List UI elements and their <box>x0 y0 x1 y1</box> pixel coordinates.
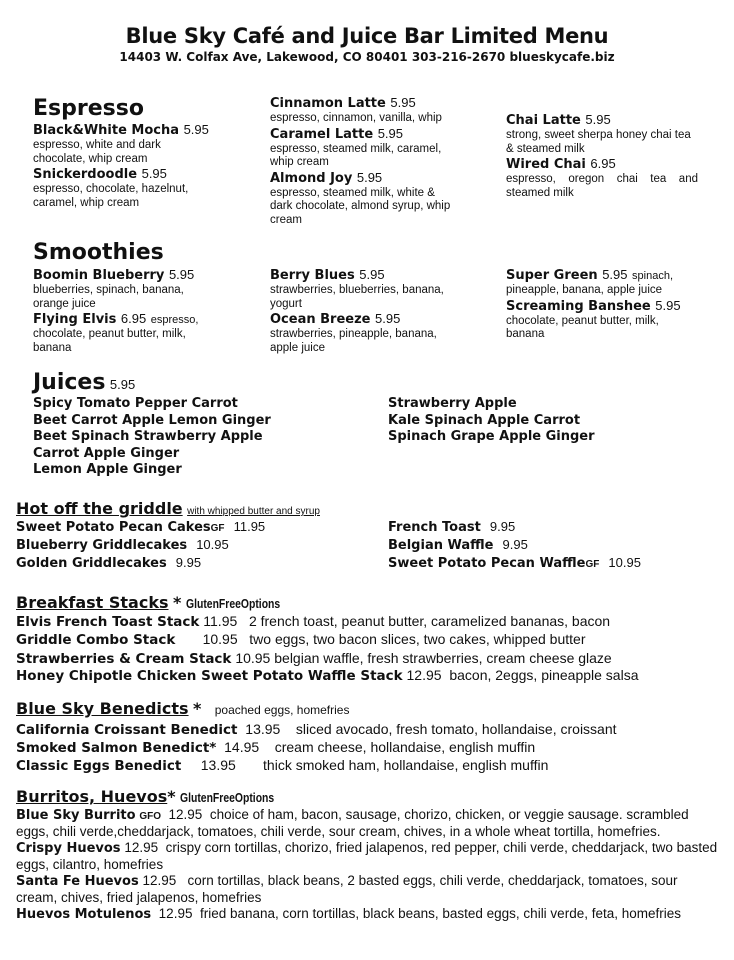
item-name: Snickerdoodle <box>33 167 138 182</box>
item-desc: two eggs, two bacon slices, two cakes, whipped butter <box>249 631 586 647</box>
stacks-star: * <box>172 593 182 612</box>
item-desc: espresso, steamed milk, white & dark chocolate, almond syrup, whip cream <box>270 186 451 226</box>
item-price: 6.95 <box>120 311 147 326</box>
item-price: 5.95 <box>602 267 628 282</box>
juice-item: Lemon Apple Ginger <box>33 462 182 477</box>
item-desc: choice of ham, bacon, sausage, chorizo, chicken, or veggie sausage. scrambled eggs, chili verde,cheddarjack, tomatoes, chili verde, sour cream, chives, in a whole wheat tortilla, homefries. <box>16 807 689 839</box>
item-name: Flying Elvis <box>33 312 117 327</box>
item-name: Classic Eggs Benedict <box>16 758 182 774</box>
address-line: 14403 W. Colfax Ave, Lakewood, CO 80401 303-216-2670 blueskycafe.biz <box>119 50 615 64</box>
item-price: 11.95 <box>233 519 266 534</box>
item-price: 5.95 <box>356 169 383 185</box>
smoothies-col2 <box>270 267 495 355</box>
item-price: 5.95 <box>141 166 167 181</box>
griddle-right <box>388 519 641 573</box>
item-desc: strawberries, blueberries, banana, yogurt <box>270 284 444 310</box>
griddle-left <box>16 519 265 573</box>
item-desc-inline: espresso, <box>150 314 199 326</box>
item-name: Sweet Potato Pecan Waffle <box>388 556 586 571</box>
item-price: 5.95 <box>359 267 385 282</box>
item-name: French Toast <box>388 520 481 535</box>
espresso-col1 <box>33 122 258 210</box>
item-price: 10.95 <box>608 555 641 570</box>
item-price: 10.95 <box>235 650 271 666</box>
item-name: Cinnamon Latte <box>270 96 386 111</box>
item-desc: belgian waffle, fresh strawberries, cream cheese glaze <box>274 650 612 666</box>
benedicts-star: * <box>193 699 202 718</box>
juices-left-list <box>33 396 271 479</box>
item-price: 9.95 <box>502 537 528 552</box>
item-desc: espresso, chocolate, hazelnut, caramel, whip cream <box>33 183 189 209</box>
item-desc: chocolate, peanut butter, milk, banana <box>33 328 186 354</box>
item-price: 5.95 <box>183 122 209 137</box>
juices-price: 5.95 <box>109 377 136 392</box>
item-name: Golden Griddlecakes <box>16 556 167 571</box>
smoothies-col3 <box>506 267 731 342</box>
item-name: Super Green <box>506 268 598 283</box>
menu-item-name <box>33 122 258 139</box>
juice-item: Kale Spinach Apple Carrot <box>388 412 581 428</box>
item-desc: espresso, white and dark chocolate, whip cream <box>33 139 161 165</box>
item-name: Griddle Combo Stack <box>16 632 176 648</box>
item-name: Chai Latte <box>506 113 581 128</box>
stack-row <box>16 649 721 667</box>
item-price: 12.95 <box>142 873 177 888</box>
benedicts-note: poached eggs, homefries <box>214 703 350 717</box>
burritos-header <box>16 787 298 807</box>
item-name: Wired Chai <box>506 157 586 172</box>
item-desc: sliced avocado, fresh tomato, hollandaise, croissant <box>295 721 617 737</box>
griddle-note: with whipped butter and syrup <box>187 506 320 517</box>
stack-row <box>16 666 721 684</box>
item-price: 13.95 <box>245 721 281 737</box>
item-price: 13.95 <box>200 757 236 773</box>
item-name: Caramel Latte <box>270 126 374 142</box>
item-price: 6.95 <box>590 156 616 171</box>
gluten-free-options-label: GlutenFreeOptions <box>185 596 280 611</box>
burrito-item <box>16 840 721 873</box>
espresso-col3 <box>506 112 731 200</box>
juice-item: Spicy Tomato Pepper Carrot <box>33 396 238 411</box>
benedict-row <box>16 720 721 738</box>
item-desc: strawberries, pineapple, banana, apple juice <box>270 328 437 354</box>
stack-row <box>16 612 721 630</box>
item-desc: thick smoked ham, hollandaise, english muffin <box>263 757 549 773</box>
gf-badge: GF <box>210 523 225 534</box>
item-price: 12.95 <box>406 667 442 683</box>
espresso-heading: Espresso <box>33 96 144 121</box>
item-desc: espresso, oregon chai tea and steamed milk <box>506 173 698 199</box>
benedict-row <box>16 738 721 756</box>
item-desc: blueberries, spinach, banana, orange juice <box>33 284 184 310</box>
juices-right-list <box>388 396 595 446</box>
juice-item: Beet Spinach Strawberry Apple <box>33 429 263 444</box>
item-desc: pineapple, banana, apple juice <box>506 284 663 296</box>
item-name: Crispy Huevos <box>16 841 121 856</box>
item-desc: bacon, 2eggs, pineapple salsa <box>449 667 639 683</box>
burrito-item <box>16 873 721 906</box>
item-name: Smoked Salmon Benedict* <box>16 740 217 756</box>
stacks-header <box>16 593 304 613</box>
benedict-row <box>16 756 721 774</box>
benedicts-header <box>16 699 349 719</box>
item-price: 5.95 <box>375 311 401 326</box>
item-price: 5.95 <box>168 267 195 282</box>
item-desc: espresso, steamed milk, caramel, whip cream <box>270 142 442 168</box>
griddle-heading: Hot off the griddle <box>16 499 183 518</box>
menu-title: Blue Sky Café and Juice Bar Limited Menu <box>125 24 609 48</box>
item-price: 5.95 <box>377 125 403 141</box>
item-desc: fried banana, corn tortillas, black beans, basted eggs, chili verde, feta, homefries <box>199 906 682 921</box>
item-price: 10.95 <box>202 631 238 647</box>
burritos-heading: Burritos, Huevos <box>16 787 168 806</box>
burritos-star: * <box>167 787 176 806</box>
item-name: Ocean Breeze <box>270 312 371 327</box>
burrito-item <box>16 906 721 923</box>
item-name: Boomin Blueberry <box>33 268 165 283</box>
juices-header <box>33 370 135 395</box>
item-desc: strong, sweet sherpa honey chai tea & steamed milk <box>506 129 691 155</box>
burrito-item <box>16 807 721 840</box>
item-price: 12.95 <box>158 906 193 921</box>
juice-item: Beet Carrot Apple Lemon Ginger <box>33 412 271 428</box>
stacks-heading: Breakfast Stacks <box>16 593 169 612</box>
smoothies-heading: Smoothies <box>33 240 164 265</box>
item-name: Honey Chipotle Chicken Sweet Potato Waffle Stack <box>16 668 403 684</box>
burritos-list <box>16 807 721 923</box>
item-price: 10.95 <box>196 537 229 552</box>
juice-item: Strawberry Apple <box>388 396 517 411</box>
benedicts-heading: Blue Sky Benedicts <box>16 699 189 718</box>
item-price: 12.95 <box>124 840 159 855</box>
item-price: 9.95 <box>489 519 516 534</box>
item-name: Strawberries & Cream Stack <box>16 651 232 667</box>
griddle-header <box>16 499 320 519</box>
item-price: 5.95 <box>390 95 416 110</box>
stack-row <box>16 630 721 648</box>
item-name: Berry Blues <box>270 268 355 283</box>
juice-item: Carrot Apple Ginger <box>33 445 180 461</box>
gluten-free-options-label: GlutenFreeOptions <box>180 790 275 805</box>
item-name: Black&White Mocha <box>33 123 180 138</box>
item-name: Almond Joy <box>270 170 353 186</box>
item-desc: cream cheese, hollandaise, english muffin <box>274 739 536 755</box>
item-price: 5.95 <box>585 112 611 127</box>
espresso-col2 <box>270 95 495 227</box>
item-name: California Croissant Benedict <box>16 722 238 738</box>
item-price: 11.95 <box>203 613 238 629</box>
item-price: 12.95 <box>168 807 203 822</box>
item-name: Screaming Banshee <box>506 298 651 314</box>
item-desc-inline: spinach, <box>632 270 674 282</box>
item-name: Sweet Potato Pecan Cakes <box>16 520 211 535</box>
item-price: 9.95 <box>175 555 202 570</box>
juices-heading: Juices <box>33 370 106 395</box>
item-name: Elvis French Toast Stack <box>16 614 200 630</box>
smoothies-col1 <box>33 267 258 355</box>
item-price: 5.95 <box>655 297 681 313</box>
gfo-badge: GFO <box>139 811 161 822</box>
item-desc: corn tortillas, black beans, 2 basted eggs, chili verde, cheddarjack, tomatoes, sour cream, chives, fried jalapenos, homefries <box>16 873 678 905</box>
item-name: Santa Fe Huevos <box>16 874 139 889</box>
item-desc: 2 french toast, peanut butter, caramelized bananas, bacon <box>248 613 611 629</box>
item-name: Belgian Waffle <box>388 538 494 553</box>
item-desc: chocolate, peanut butter, milk, banana <box>506 314 659 340</box>
item-name: Blue Sky Burrito <box>16 808 136 823</box>
item-desc: espresso, cinnamon, vanilla, whip <box>270 112 442 124</box>
item-name: Huevos Motulenos <box>16 907 152 922</box>
gf-badge: GF <box>585 559 600 570</box>
juice-item: Spinach Grape Apple Ginger <box>388 429 595 444</box>
item-desc: crispy corn tortillas, chorizo, fried jalapenos, red pepper, chili verde, cheddarjack, two basted eggs, cilantro, homefries <box>16 840 718 872</box>
item-name: Blueberry Griddlecakes <box>16 538 188 553</box>
item-price: 14.95 <box>224 739 260 755</box>
